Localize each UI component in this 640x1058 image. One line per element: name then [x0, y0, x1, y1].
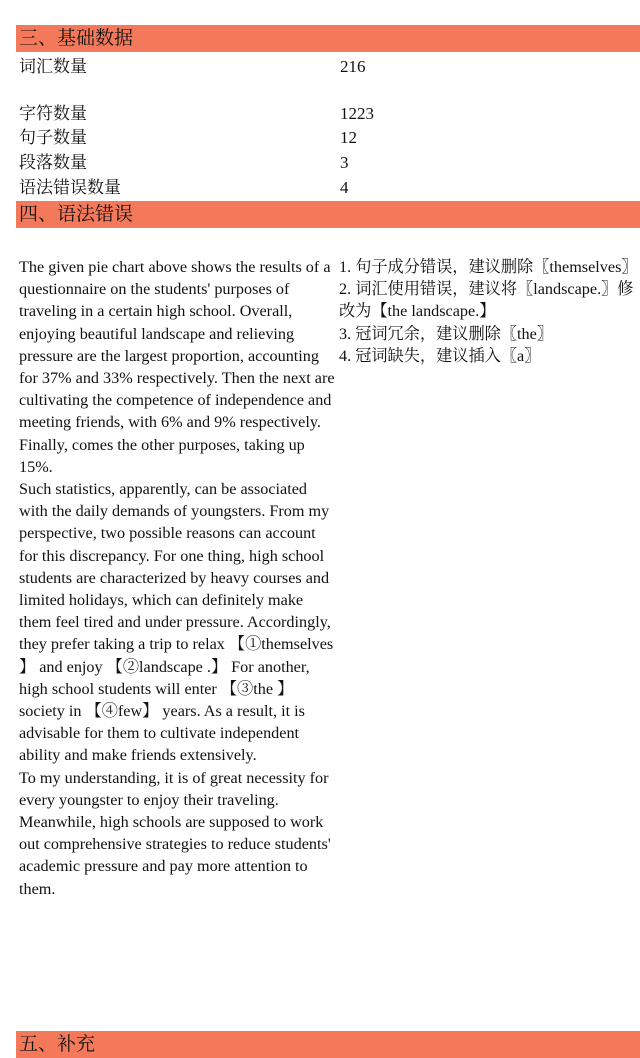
- stat-row-sentences: [19, 127, 619, 149]
- essay-paragraph: The given pie chart above shows the results of a questionnaire on the students' purposes of traveling in a certain high school. Overall, enjoying beautiful landscape and relieving pressure are the largest proportion, accounting for 37% and 33% respectively. Then the next are cultivating the competence of independence and meeting friends, with 6% and 9% respectively. Finally, comes the other purposes, taking up 15%.: [19, 258, 335, 476]
- stat-label: 段落数量: [19, 153, 87, 173]
- error-item: 3. 冠词冗余，建议删除〖the〗: [339, 324, 554, 343]
- essay-paragraph: To my understanding, it is of great necessity for every youngster to enjoy their traveling. Meanwhile, high schools are supposed to work out comprehensive strategies to reduce students' academic pressure and pay more attention to them.: [19, 768, 331, 898]
- stat-value: 216: [340, 57, 366, 76]
- error-item: 4. 冠词缺失，建议插入〖a〗: [339, 346, 541, 365]
- error-list: [339, 256, 639, 367]
- section-header-supplement: 五、补充: [16, 1031, 640, 1058]
- stat-value: 3: [340, 153, 349, 172]
- stat-label: 词汇数量: [19, 57, 87, 77]
- stat-row-vocab: [19, 56, 619, 78]
- stat-value: 4: [340, 178, 349, 197]
- essay-text: [19, 256, 337, 900]
- section-header-grammar-errors: 四、语法错误: [16, 201, 640, 228]
- error-item: 1. 句子成分错误，建议删除〖themselves〗: [339, 258, 638, 276]
- stat-label: 句子数量: [19, 128, 87, 148]
- error-item: 2. 词汇使用错误，建议将〖landscape.〗修改为【the landscape.】: [339, 280, 634, 321]
- stat-value: 12: [340, 128, 357, 147]
- stat-label: 语法错误数量: [19, 178, 121, 198]
- stat-value: 1223: [340, 104, 374, 123]
- stat-row-characters: [19, 103, 619, 125]
- stat-row-grammar-errors: [19, 177, 619, 199]
- section-header-basic-data: 三、基础数据: [16, 25, 640, 52]
- stat-label: 字符数量: [19, 104, 87, 124]
- essay-paragraph: Such statistics, apparently, can be associated with the daily demands of youngsters. From my perspective, two possible reasons can account for this discrepancy. For one thing, high school students are characterized by heavy courses and limited holidays, which can definitely make them feel tired and under pressure. Accordingly, they prefer taking a trip to relax 【①themselves 】 and enjoy 【②landscape .】 For another, high school students will enter 【③the 】 society in 【④few】 years. As a result, it is advisable for them to cultivate independent ability and make friends extensively.: [19, 480, 334, 765]
- stat-row-paragraphs: [19, 152, 619, 174]
